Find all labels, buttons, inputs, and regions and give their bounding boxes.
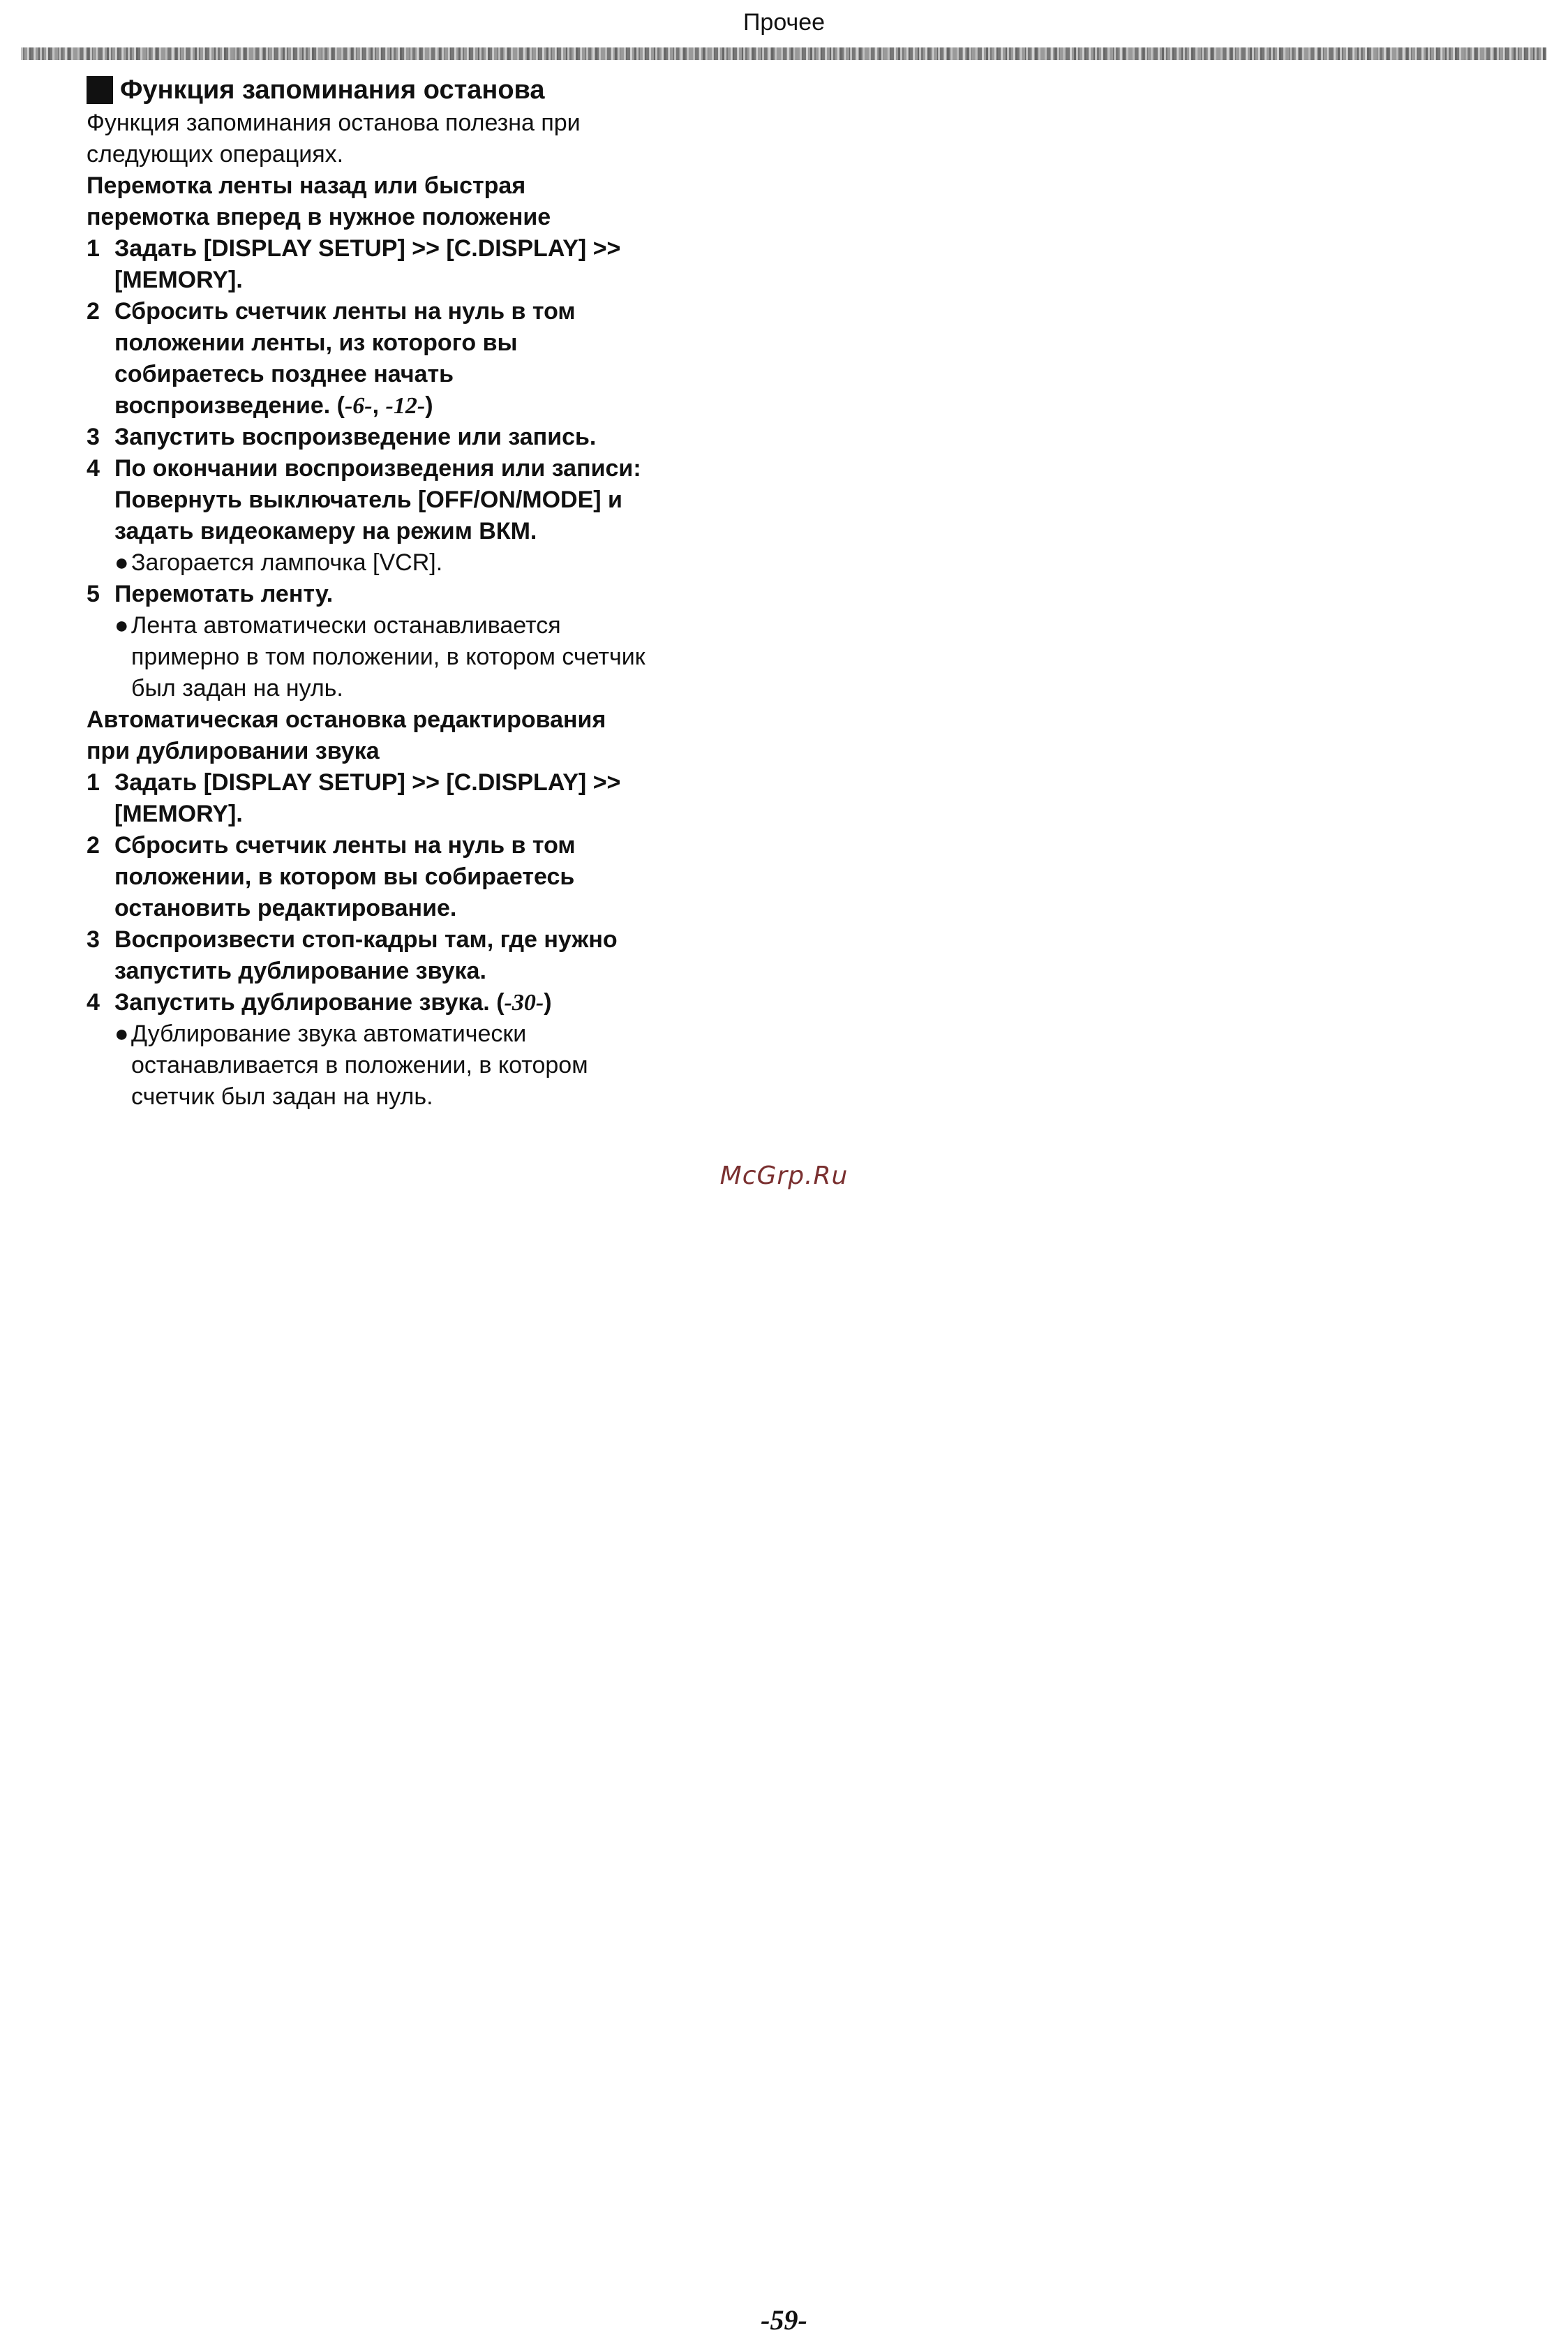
step-item bbox=[87, 987, 742, 1018]
step-line: остановить редактирование. bbox=[114, 895, 457, 921]
intro-line: следующих операциях. bbox=[87, 141, 344, 168]
page-reference: -12- bbox=[385, 393, 426, 419]
page-reference: -6- bbox=[344, 393, 373, 419]
step-line bbox=[114, 390, 742, 422]
step-item bbox=[87, 453, 742, 547]
step-line: По окончании воспроизведения или записи: bbox=[114, 455, 641, 482]
square-bullet-icon bbox=[87, 76, 113, 104]
step-line: собираетесь позднее начать bbox=[114, 361, 454, 387]
header-divider bbox=[21, 47, 1546, 60]
section-heading-text: Функция запоминания останова bbox=[120, 75, 545, 105]
step-line: Сбросить счетчик ленты на нуль в том bbox=[114, 298, 576, 325]
step-number: 4 bbox=[87, 455, 100, 482]
bullet-note bbox=[114, 1018, 742, 1113]
bullet-note bbox=[114, 610, 742, 704]
step-line: Запустить воспроизведение или запись. bbox=[114, 424, 597, 450]
subsection-title: при дублировании звука bbox=[87, 738, 380, 764]
subsection-title: Автоматическая остановка редактирования bbox=[87, 706, 606, 733]
step-line: Воспроизвести стоп-кадры там, где нужно bbox=[114, 926, 618, 953]
step-line: [MEMORY]. bbox=[114, 801, 243, 827]
watermark-text: McGrp.Ru bbox=[719, 1162, 849, 1190]
step-line: задать видеокамеру на режим ВКМ. bbox=[114, 518, 537, 544]
step-line: положении ленты, из которого вы bbox=[114, 329, 518, 356]
step-number: 2 bbox=[87, 832, 100, 859]
step-line: Повернуть выключатель [OFF/ON/MODE] и bbox=[114, 487, 622, 513]
step-item bbox=[87, 830, 742, 924]
section-heading bbox=[87, 73, 742, 107]
step-item bbox=[87, 296, 742, 422]
step-number: 4 bbox=[87, 989, 100, 1016]
step-line: [MEMORY]. bbox=[114, 267, 243, 293]
step-number: 5 bbox=[87, 581, 100, 607]
bullet-line: Лента автоматически останавливается bbox=[131, 612, 561, 639]
bullet-dot-icon: ● bbox=[114, 549, 129, 576]
page-header-title: Прочее bbox=[742, 9, 826, 36]
step-line bbox=[114, 987, 742, 1018]
bullet-line: останавливается в положении, в котором bbox=[131, 1052, 588, 1078]
bullet-line: Загорается лампочка [VCR]. bbox=[131, 549, 443, 576]
step-line-text: Запустить дублирование звука. ( bbox=[114, 989, 505, 1016]
closing-paren: ) bbox=[425, 392, 433, 419]
subsection-title: Перемотка ленты назад или быстрая bbox=[87, 172, 526, 199]
bullet-dot-icon: ● bbox=[114, 1021, 129, 1047]
step-line: Сбросить счетчик ленты на нуль в том bbox=[114, 832, 576, 859]
page-reference: -30- bbox=[504, 990, 544, 1016]
closing-paren: ) bbox=[544, 989, 552, 1016]
main-content bbox=[87, 73, 742, 1113]
step-item bbox=[87, 579, 742, 610]
intro-line: Функция запоминания останова полезна при bbox=[87, 110, 581, 136]
step-line: Перемотать ленту. bbox=[114, 581, 334, 607]
step-number: 1 bbox=[87, 235, 100, 262]
step-line: Задать [DISPLAY SETUP] >> [C.DISPLAY] >> bbox=[114, 235, 621, 262]
step-number: 3 bbox=[87, 926, 100, 953]
bullet-note bbox=[114, 547, 742, 579]
step-number: 3 bbox=[87, 424, 100, 450]
reference-separator: , bbox=[372, 392, 386, 419]
step-item bbox=[87, 422, 742, 453]
step-line: положении, в котором вы собираетесь bbox=[114, 863, 575, 890]
page-number: -59- bbox=[761, 2304, 807, 2336]
bullet-line: был задан на нуль. bbox=[131, 675, 343, 702]
step-item bbox=[87, 767, 742, 830]
step-line-text: воспроизведение. ( bbox=[114, 392, 345, 419]
bullet-line: Дублирование звука автоматически bbox=[131, 1021, 527, 1047]
bullet-dot-icon: ● bbox=[114, 612, 129, 639]
step-line: запустить дублирование звука. bbox=[114, 958, 486, 984]
bullet-line: примерно в том положении, в котором счетчик bbox=[131, 644, 645, 670]
subsection-title: перемотка вперед в нужное положение bbox=[87, 204, 551, 230]
step-item bbox=[87, 924, 742, 987]
bullet-line: счетчик был задан на нуль. bbox=[131, 1083, 433, 1110]
step-number: 1 bbox=[87, 769, 100, 796]
step-number: 2 bbox=[87, 298, 100, 325]
step-item bbox=[87, 233, 742, 296]
step-line: Задать [DISPLAY SETUP] >> [C.DISPLAY] >> bbox=[114, 769, 621, 796]
